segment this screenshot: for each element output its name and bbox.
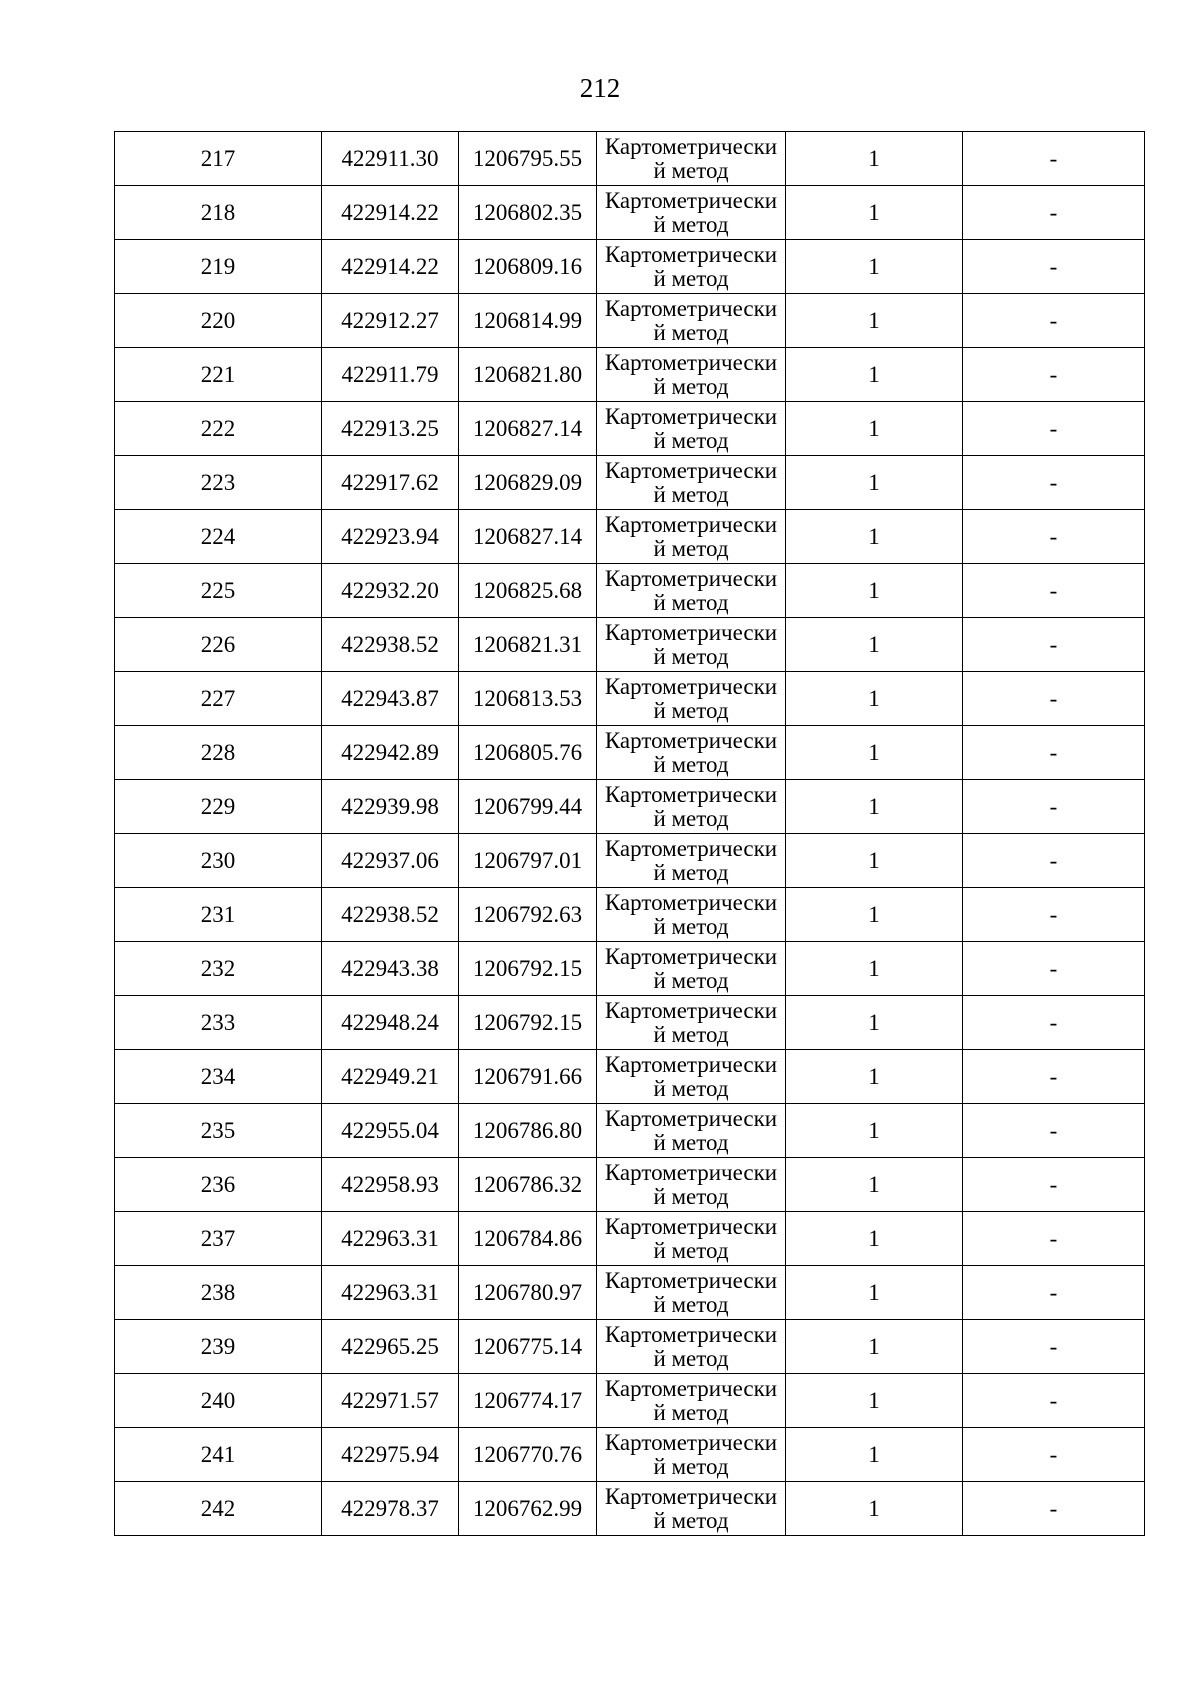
table-row [115, 996, 1145, 1050]
note-cell: - [963, 132, 1145, 186]
note-cell: - [963, 888, 1145, 942]
x-coordinate-cell: 422914.22 [322, 240, 459, 294]
x-coordinate-cell: 422938.52 [322, 618, 459, 672]
x-coordinate-cell: 422955.04 [322, 1104, 459, 1158]
table-row [115, 1482, 1145, 1536]
accuracy-cell: 1 [786, 618, 963, 672]
y-coordinate-cell: 1206829.09 [459, 456, 597, 510]
x-coordinate-cell: 422911.79 [322, 348, 459, 402]
point-number-cell: 236 [115, 1158, 322, 1212]
table-row [115, 240, 1145, 294]
x-coordinate-cell: 422963.31 [322, 1266, 459, 1320]
point-number-cell: 227 [115, 672, 322, 726]
table-row [115, 888, 1145, 942]
table-row [115, 942, 1145, 996]
y-coordinate-cell: 1206802.35 [459, 186, 597, 240]
method-cell: Картометрически й метод [597, 240, 786, 294]
point-number-cell: 218 [115, 186, 322, 240]
table-row [115, 348, 1145, 402]
point-number-cell: 231 [115, 888, 322, 942]
point-number-cell: 217 [115, 132, 322, 186]
method-cell: Картометрически й метод [597, 834, 786, 888]
y-coordinate-cell: 1206805.76 [459, 726, 597, 780]
method-cell: Картометрически й метод [597, 1266, 786, 1320]
table-row [115, 1104, 1145, 1158]
x-coordinate-cell: 422958.93 [322, 1158, 459, 1212]
x-coordinate-cell: 422937.06 [322, 834, 459, 888]
x-coordinate-cell: 422943.87 [322, 672, 459, 726]
y-coordinate-cell: 1206799.44 [459, 780, 597, 834]
point-number-cell: 235 [115, 1104, 322, 1158]
accuracy-cell: 1 [786, 1266, 963, 1320]
y-coordinate-cell: 1206780.97 [459, 1266, 597, 1320]
point-number-cell: 225 [115, 564, 322, 618]
accuracy-cell: 1 [786, 1374, 963, 1428]
accuracy-cell: 1 [786, 1158, 963, 1212]
table-row [115, 1158, 1145, 1212]
y-coordinate-cell: 1206770.76 [459, 1428, 597, 1482]
y-coordinate-cell: 1206814.99 [459, 294, 597, 348]
note-cell: - [963, 1320, 1145, 1374]
table-row [115, 186, 1145, 240]
y-coordinate-cell: 1206797.01 [459, 834, 597, 888]
x-coordinate-cell: 422942.89 [322, 726, 459, 780]
accuracy-cell: 1 [786, 834, 963, 888]
table-row [115, 456, 1145, 510]
table-row [115, 618, 1145, 672]
table-row [115, 780, 1145, 834]
y-coordinate-cell: 1206784.86 [459, 1212, 597, 1266]
method-cell: Картометрически й метод [597, 294, 786, 348]
method-cell: Картометрически й метод [597, 1320, 786, 1374]
method-cell: Картометрически й метод [597, 186, 786, 240]
y-coordinate-cell: 1206792.15 [459, 996, 597, 1050]
accuracy-cell: 1 [786, 780, 963, 834]
method-cell: Картометрически й метод [597, 1104, 786, 1158]
point-number-cell: 242 [115, 1482, 322, 1536]
y-coordinate-cell: 1206809.16 [459, 240, 597, 294]
x-coordinate-cell: 422978.37 [322, 1482, 459, 1536]
y-coordinate-cell: 1206775.14 [459, 1320, 597, 1374]
y-coordinate-cell: 1206795.55 [459, 132, 597, 186]
accuracy-cell: 1 [786, 1320, 963, 1374]
method-cell: Картометрически й метод [597, 888, 786, 942]
note-cell: - [963, 1482, 1145, 1536]
y-coordinate-cell: 1206762.99 [459, 1482, 597, 1536]
table-row [115, 1428, 1145, 1482]
method-cell: Картометрически й метод [597, 1482, 786, 1536]
accuracy-cell: 1 [786, 294, 963, 348]
accuracy-cell: 1 [786, 1482, 963, 1536]
table-row [115, 1374, 1145, 1428]
point-number-cell: 237 [115, 1212, 322, 1266]
method-cell: Картометрически й метод [597, 726, 786, 780]
method-cell: Картометрически й метод [597, 510, 786, 564]
accuracy-cell: 1 [786, 1428, 963, 1482]
coordinates-table-body [115, 132, 1145, 1536]
coordinates-table [114, 131, 1145, 1536]
note-cell: - [963, 456, 1145, 510]
method-cell: Картометрически й метод [597, 564, 786, 618]
y-coordinate-cell: 1206825.68 [459, 564, 597, 618]
note-cell: - [963, 1374, 1145, 1428]
table-row [115, 294, 1145, 348]
method-cell: Картометрически й метод [597, 1374, 786, 1428]
x-coordinate-cell: 422932.20 [322, 564, 459, 618]
x-coordinate-cell: 422971.57 [322, 1374, 459, 1428]
table-row [115, 1320, 1145, 1374]
x-coordinate-cell: 422948.24 [322, 996, 459, 1050]
point-number-cell: 234 [115, 1050, 322, 1104]
table-row [115, 1212, 1145, 1266]
y-coordinate-cell: 1206791.66 [459, 1050, 597, 1104]
y-coordinate-cell: 1206813.53 [459, 672, 597, 726]
accuracy-cell: 1 [786, 456, 963, 510]
point-number-cell: 220 [115, 294, 322, 348]
accuracy-cell: 1 [786, 726, 963, 780]
x-coordinate-cell: 422912.27 [322, 294, 459, 348]
x-coordinate-cell: 422939.98 [322, 780, 459, 834]
point-number-cell: 226 [115, 618, 322, 672]
method-cell: Картометрически й метод [597, 456, 786, 510]
table-row [115, 132, 1145, 186]
x-coordinate-cell: 422914.22 [322, 186, 459, 240]
point-number-cell: 239 [115, 1320, 322, 1374]
x-coordinate-cell: 422911.30 [322, 132, 459, 186]
x-coordinate-cell: 422923.94 [322, 510, 459, 564]
table-row [115, 1266, 1145, 1320]
point-number-cell: 224 [115, 510, 322, 564]
accuracy-cell: 1 [786, 510, 963, 564]
note-cell: - [963, 780, 1145, 834]
method-cell: Картометрически й метод [597, 1212, 786, 1266]
x-coordinate-cell: 422938.52 [322, 888, 459, 942]
accuracy-cell: 1 [786, 1050, 963, 1104]
note-cell: - [963, 672, 1145, 726]
note-cell: - [963, 726, 1145, 780]
point-number-cell: 228 [115, 726, 322, 780]
y-coordinate-cell: 1206792.63 [459, 888, 597, 942]
note-cell: - [963, 1428, 1145, 1482]
note-cell: - [963, 294, 1145, 348]
note-cell: - [963, 1158, 1145, 1212]
note-cell: - [963, 942, 1145, 996]
method-cell: Картометрически й метод [597, 348, 786, 402]
note-cell: - [963, 996, 1145, 1050]
point-number-cell: 232 [115, 942, 322, 996]
table-row [115, 672, 1145, 726]
table-row [115, 726, 1145, 780]
accuracy-cell: 1 [786, 1104, 963, 1158]
table-row [115, 564, 1145, 618]
x-coordinate-cell: 422913.25 [322, 402, 459, 456]
y-coordinate-cell: 1206792.15 [459, 942, 597, 996]
method-cell: Картометрически й метод [597, 618, 786, 672]
point-number-cell: 222 [115, 402, 322, 456]
method-cell: Картометрически й метод [597, 1158, 786, 1212]
note-cell: - [963, 1050, 1145, 1104]
table-row [115, 402, 1145, 456]
y-coordinate-cell: 1206827.14 [459, 510, 597, 564]
table-row [115, 1050, 1145, 1104]
note-cell: - [963, 186, 1145, 240]
note-cell: - [963, 402, 1145, 456]
point-number-cell: 240 [115, 1374, 322, 1428]
accuracy-cell: 1 [786, 402, 963, 456]
x-coordinate-cell: 422917.62 [322, 456, 459, 510]
x-coordinate-cell: 422949.21 [322, 1050, 459, 1104]
y-coordinate-cell: 1206774.17 [459, 1374, 597, 1428]
y-coordinate-cell: 1206786.80 [459, 1104, 597, 1158]
y-coordinate-cell: 1206821.80 [459, 348, 597, 402]
note-cell: - [963, 240, 1145, 294]
point-number-cell: 233 [115, 996, 322, 1050]
accuracy-cell: 1 [786, 564, 963, 618]
method-cell: Картометрически й метод [597, 996, 786, 1050]
note-cell: - [963, 1104, 1145, 1158]
point-number-cell: 238 [115, 1266, 322, 1320]
x-coordinate-cell: 422963.31 [322, 1212, 459, 1266]
note-cell: - [963, 348, 1145, 402]
point-number-cell: 241 [115, 1428, 322, 1482]
y-coordinate-cell: 1206786.32 [459, 1158, 597, 1212]
note-cell: - [963, 1266, 1145, 1320]
accuracy-cell: 1 [786, 942, 963, 996]
note-cell: - [963, 1212, 1145, 1266]
y-coordinate-cell: 1206821.31 [459, 618, 597, 672]
accuracy-cell: 1 [786, 1212, 963, 1266]
note-cell: - [963, 564, 1145, 618]
point-number-cell: 229 [115, 780, 322, 834]
method-cell: Картометрически й метод [597, 780, 786, 834]
method-cell: Картометрически й метод [597, 1428, 786, 1482]
x-coordinate-cell: 422975.94 [322, 1428, 459, 1482]
accuracy-cell: 1 [786, 996, 963, 1050]
point-number-cell: 230 [115, 834, 322, 888]
x-coordinate-cell: 422965.25 [322, 1320, 459, 1374]
accuracy-cell: 1 [786, 348, 963, 402]
note-cell: - [963, 834, 1145, 888]
method-cell: Картометрически й метод [597, 672, 786, 726]
method-cell: Картометрически й метод [597, 402, 786, 456]
x-coordinate-cell: 422943.38 [322, 942, 459, 996]
y-coordinate-cell: 1206827.14 [459, 402, 597, 456]
point-number-cell: 223 [115, 456, 322, 510]
accuracy-cell: 1 [786, 672, 963, 726]
method-cell: Картометрически й метод [597, 132, 786, 186]
method-cell: Картометрически й метод [597, 1050, 786, 1104]
table-row [115, 834, 1145, 888]
accuracy-cell: 1 [786, 186, 963, 240]
point-number-cell: 219 [115, 240, 322, 294]
table-row [115, 510, 1145, 564]
point-number-cell: 221 [115, 348, 322, 402]
accuracy-cell: 1 [786, 240, 963, 294]
note-cell: - [963, 510, 1145, 564]
page-number: 212 [579, 73, 621, 103]
method-cell: Картометрически й метод [597, 942, 786, 996]
accuracy-cell: 1 [786, 888, 963, 942]
note-cell: - [963, 618, 1145, 672]
accuracy-cell: 1 [786, 132, 963, 186]
